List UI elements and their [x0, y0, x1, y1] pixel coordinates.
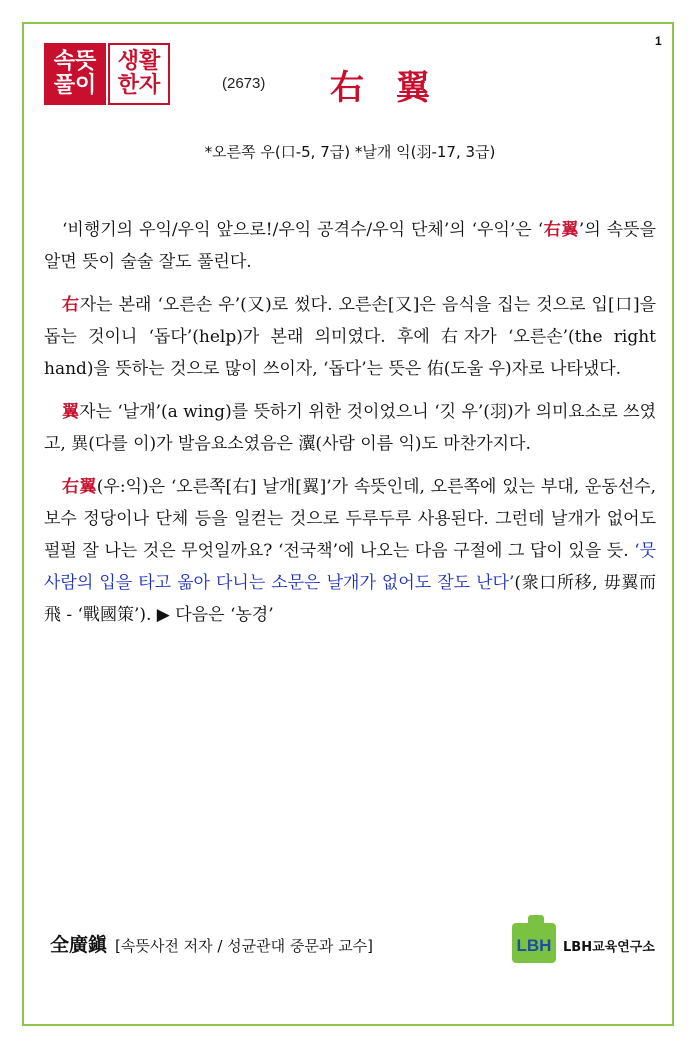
p4-highlight: 右翼 [62, 477, 97, 497]
article-serial: (2673) [222, 75, 266, 92]
p2-highlight: 右 [62, 295, 80, 315]
p3-highlight: 翼 [62, 402, 80, 422]
p3-text: 자는 ‘날개’(a wing)를 뜻하기 위한 것이었으니 ‘깃 우’(羽)가 의미요소로 쓰였고, 異(다를 이)가 발음요소였음은 瀷(사람 이름 익)도 마찬가지다. [44, 402, 656, 454]
p4-quote: ‘뭇사람의 입을 타고 옮아 다니는 소문은 날개가 없어도 잘도 난다’ [44, 541, 656, 593]
paragraph-3 [44, 396, 656, 460]
lbh-logo-icon [510, 913, 558, 967]
logo-right-block [108, 43, 170, 105]
paragraph-2 [44, 289, 656, 385]
paragraph-4 [44, 471, 656, 631]
paragraph-1 [44, 214, 656, 278]
p4-text-b: (衆口所移, 毋翼而飛 - ‘戰國策’). ▶ 다음은 ‘농경’ [44, 573, 656, 625]
p1-text-b: ’의 속뜻을 알면 뜻이 술술 잘도 풀린다. [44, 220, 657, 272]
author-name: 全廣鎭 [50, 934, 108, 956]
lbh-logo-text: LBH [516, 936, 552, 955]
author-description: [속뜻사전 저자 / 성균관대 중문과 교수] [115, 937, 373, 955]
p1-highlight: 右翼 [543, 220, 579, 240]
organization-name: LBH교육연구소 [563, 940, 655, 955]
page-number: 1 [655, 34, 662, 48]
series-logo [44, 43, 170, 105]
author-credit [50, 930, 373, 957]
logo-left-text: 속뜻 풀이 [53, 49, 97, 98]
article-body [44, 214, 656, 642]
page-title: 右 翼 [330, 68, 440, 108]
p1-text-a: ‘비행기의 우익/우익 앞으로!/우익 공격수/우익 단체’의 ‘우익’은 ‘ [62, 220, 544, 240]
logo-left-block [44, 43, 106, 105]
character-info: *오른쪽 우(口-5, 7급) *날개 익(羽-17, 3급) [204, 143, 496, 161]
p4-text-a: (우:익)은 ‘오른쪽[右] 날개[翼]’가 속뜻인데, 오른쪽에 있는 부대, 운동선수, 보수 정당이나 단체 등을 일컫는 것으로 두루두루 사용된다. 그런데 날개가 없어도 펄펄 잘 나는 것은 무엇일까요? ‘전국책’에 나오는 다음 구절에 그 답이 있을 듯. [44, 477, 656, 561]
logo-right-text: 생활 한자 [117, 49, 161, 98]
p2-text: 자는 본래 ‘오른손 우’(又)로 썼다. 오른손[又]은 음식을 집는 것으로 입[口]을 돕는 것이니 ‘돕다’(help)가 본래 의미였다. 후에 右자가 ‘오른손’(the right hand)을 뜻하는 것으로 많이 쓰이자, ‘돕다’는 뜻은 佑(도울 우)자로 나타냈다. [44, 295, 656, 379]
